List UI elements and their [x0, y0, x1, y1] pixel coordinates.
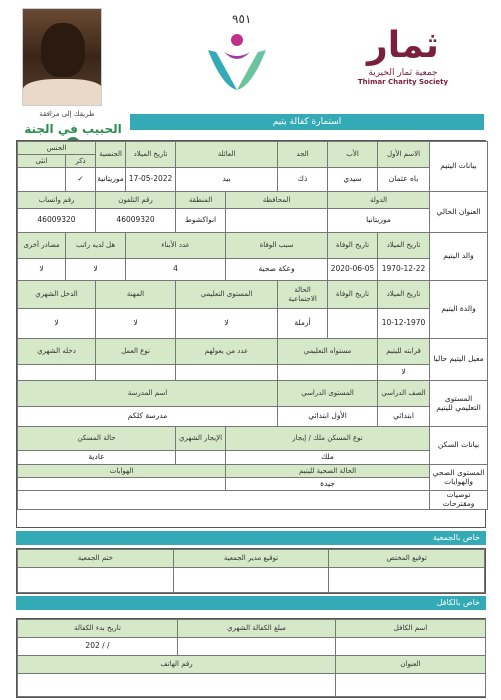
sponsor-name[interactable] — [336, 638, 486, 656]
h-mother-marital: الحالة الاجتماعية — [278, 281, 328, 309]
sponsor-address[interactable] — [336, 674, 486, 697]
form-header — [0, 0, 501, 150]
mother-marital[interactable]: أرملة — [278, 309, 328, 339]
section-mother: والدة اليتيم — [430, 281, 488, 339]
h-father-death: تاريخ الوفاة — [328, 233, 378, 259]
orphan-father-name[interactable]: سيدي — [328, 168, 378, 192]
h-housing-type: نوع المسكن ملك / إيجار — [226, 427, 430, 451]
edu-level[interactable]: الأول ابتدائي — [278, 407, 378, 427]
h-whatsapp: رقم واتساب — [18, 192, 96, 209]
address-phone[interactable]: 46009320 — [96, 209, 176, 233]
orphan-photo — [22, 8, 102, 106]
father-children[interactable]: 4 — [126, 259, 226, 281]
address-whatsapp[interactable]: 46009320 — [18, 209, 96, 233]
sponsor-band: خاص بالكافل — [16, 596, 486, 610]
h-sponsor-amount: مبلغ الكفالة الشهري — [178, 620, 336, 638]
housing-condition[interactable]: عادية — [18, 451, 176, 465]
section-housing: بيانات السكن — [430, 427, 488, 465]
h-hobbies: الهوايات — [18, 465, 226, 478]
thimar-arabic-wordmark: ثمار — [367, 25, 439, 66]
h-region: المنطقة — [176, 192, 226, 209]
assoc-box — [16, 548, 486, 594]
health-status[interactable]: جيدة — [226, 478, 430, 491]
father-death[interactable]: 2020-06-05 — [328, 259, 378, 281]
section-health: المستوى الصحي والهوايات — [430, 465, 488, 491]
guardian-income[interactable] — [18, 365, 96, 381]
h-mother-edu: المستوى التعليمي — [176, 281, 278, 309]
notes-field[interactable] — [18, 491, 430, 510]
h-sponsor-phone: رقم الهاتف — [18, 656, 336, 674]
h-guardian-income: دخله الشهري — [18, 339, 96, 365]
h-school: اسم المدرسة — [18, 381, 278, 407]
section-guardian: معيل اليتيم حاليا — [430, 339, 488, 381]
guardian-work[interactable] — [96, 365, 176, 381]
h-male: ذكر — [66, 155, 96, 168]
section-address: العنوان الحالي — [430, 192, 488, 233]
hobbies[interactable] — [18, 478, 226, 491]
edu-school[interactable]: مدرسة كلكم — [18, 407, 278, 427]
section-orphan: بيانات اليتيم — [430, 142, 488, 192]
orphan-male-check[interactable]: ✓ — [66, 168, 96, 192]
orphan-grandfather-name[interactable]: ذك — [278, 168, 328, 192]
orphan-female-check[interactable] — [18, 168, 66, 192]
mother-income[interactable]: لا — [18, 309, 96, 339]
mother-edu[interactable]: لا — [176, 309, 278, 339]
section-education: المستوى التعليمي لليتيم — [430, 381, 488, 427]
h-sponsor-address: العنوان — [336, 656, 486, 674]
sponsor-box — [16, 618, 486, 698]
housing-rent[interactable] — [176, 451, 226, 465]
address-province[interactable] — [226, 209, 328, 233]
form-title: استمارة كفالة يتيم — [130, 114, 484, 130]
mother-job[interactable]: لا — [96, 309, 176, 339]
h-mother-job: المهنة — [96, 281, 176, 309]
father-has-salary[interactable]: لا — [66, 259, 126, 281]
h-sponsor-start: تاريخ بدء الكفالة — [18, 620, 178, 638]
main-form — [16, 140, 486, 528]
guardian-edu[interactable] — [278, 365, 378, 381]
h-grade: الصف الدراسي — [378, 381, 430, 407]
h-grandfather-name: الجد — [278, 142, 328, 168]
h-province: المحافظة — [226, 192, 328, 209]
director-signature[interactable] — [173, 568, 329, 593]
h-housing-rent: الإيجار الشهري — [176, 427, 226, 451]
mother-birth[interactable]: 10-12-1970 — [378, 309, 430, 339]
edu-grade[interactable]: ابتدائي — [378, 407, 430, 427]
center-logo-icon — [202, 26, 272, 96]
thimar-logo — [348, 24, 458, 104]
father-birth[interactable]: 1970-12-22 — [378, 259, 430, 281]
h-gender: الجنس — [18, 142, 96, 155]
h-first-name: الاسم الأول — [378, 142, 430, 168]
h-assoc-stamp: ختم الجمعية — [18, 550, 174, 568]
orphan-first-name[interactable]: باه عثمان — [378, 168, 430, 192]
guardian-dependents[interactable] — [176, 365, 278, 381]
h-nationality: الجنسية — [96, 142, 126, 168]
photo-shirt — [23, 79, 102, 105]
h-mother-death: تاريخ الوفاة — [328, 281, 378, 309]
h-has-salary: هل لديه راتب — [66, 233, 126, 259]
address-region[interactable]: انواكشوط — [176, 209, 226, 233]
orphan-nationality[interactable]: موريتانية — [96, 168, 126, 192]
h-other-sources: مصادر أخرى — [18, 233, 66, 259]
h-birth-date: تاريخ الميلاد — [126, 142, 176, 168]
sponsor-start[interactable]: / / 202 — [18, 638, 178, 656]
h-children-count: عدد الأبناء — [126, 233, 226, 259]
h-female: انثى — [18, 155, 66, 168]
h-guardian-work: نوع العمل — [96, 339, 176, 365]
father-other-sources[interactable]: لا — [18, 259, 66, 281]
h-level: المستوى الدراسي — [278, 381, 378, 407]
h-family-name: العائلة — [176, 142, 278, 168]
mother-death[interactable] — [328, 309, 378, 339]
h-guardian-edu: مستواه التعليمي — [278, 339, 378, 365]
photo-face — [41, 23, 85, 77]
thimar-arabic-sub: جمعية ثمار الخيرية — [368, 68, 438, 78]
address-state[interactable]: موريتانيا — [328, 209, 430, 233]
h-mother-birth: تاريخ الميلاد — [378, 281, 430, 309]
specialist-signature[interactable] — [329, 568, 485, 593]
thimar-english: Thimar Charity Society — [357, 78, 449, 86]
assoc-stamp[interactable] — [18, 568, 174, 593]
h-father-name: الأب — [328, 142, 378, 168]
sponsor-table — [17, 619, 486, 697]
sponsor-amount[interactable] — [178, 638, 336, 656]
assoc-table — [17, 549, 485, 593]
sponsor-phone[interactable] — [18, 674, 336, 697]
orphan-family-name[interactable]: بيد — [176, 168, 278, 192]
guardian-relation[interactable]: لا — [378, 365, 430, 381]
main-form-table — [17, 141, 488, 510]
habib-text: الحبيب في الجنة — [24, 122, 122, 136]
assoc-band: خاص بالجمعية — [16, 531, 486, 545]
h-sponsor-name: اسم الكافل — [336, 620, 486, 638]
section-notes: توصيات ومقترحات — [430, 491, 488, 510]
h-state: الدولة — [328, 192, 430, 209]
h-health: الحالة الصحية لليتيم — [226, 465, 430, 478]
h-mother-income: الدخل الشهري — [18, 281, 96, 309]
h-phone: رقم التلفون — [96, 192, 176, 209]
h-father-birth: تاريخ الميلاد — [378, 233, 430, 259]
h-specialist-signature: توقيع المختص — [329, 550, 485, 568]
h-guardian-dependents: عدد من يعولهم — [176, 339, 278, 365]
housing-type[interactable]: ملك — [226, 451, 430, 465]
tagline: طريقك إلى مرافقة — [39, 110, 95, 118]
h-director-signature: توقيع مدير الجمعية — [173, 550, 329, 568]
h-housing-condition: حالة المسكن — [18, 427, 176, 451]
h-father-cause: سبب الوفاة — [226, 233, 328, 259]
orphan-birth-date[interactable]: 17-05-2022 — [126, 168, 176, 192]
h-guardian-relation: قرابته لليتيم — [378, 339, 430, 365]
serial-number: ٩٥١ — [232, 12, 252, 26]
father-cause[interactable]: وعكة صحية — [226, 259, 328, 281]
section-father: والد اليتيم — [430, 233, 488, 281]
